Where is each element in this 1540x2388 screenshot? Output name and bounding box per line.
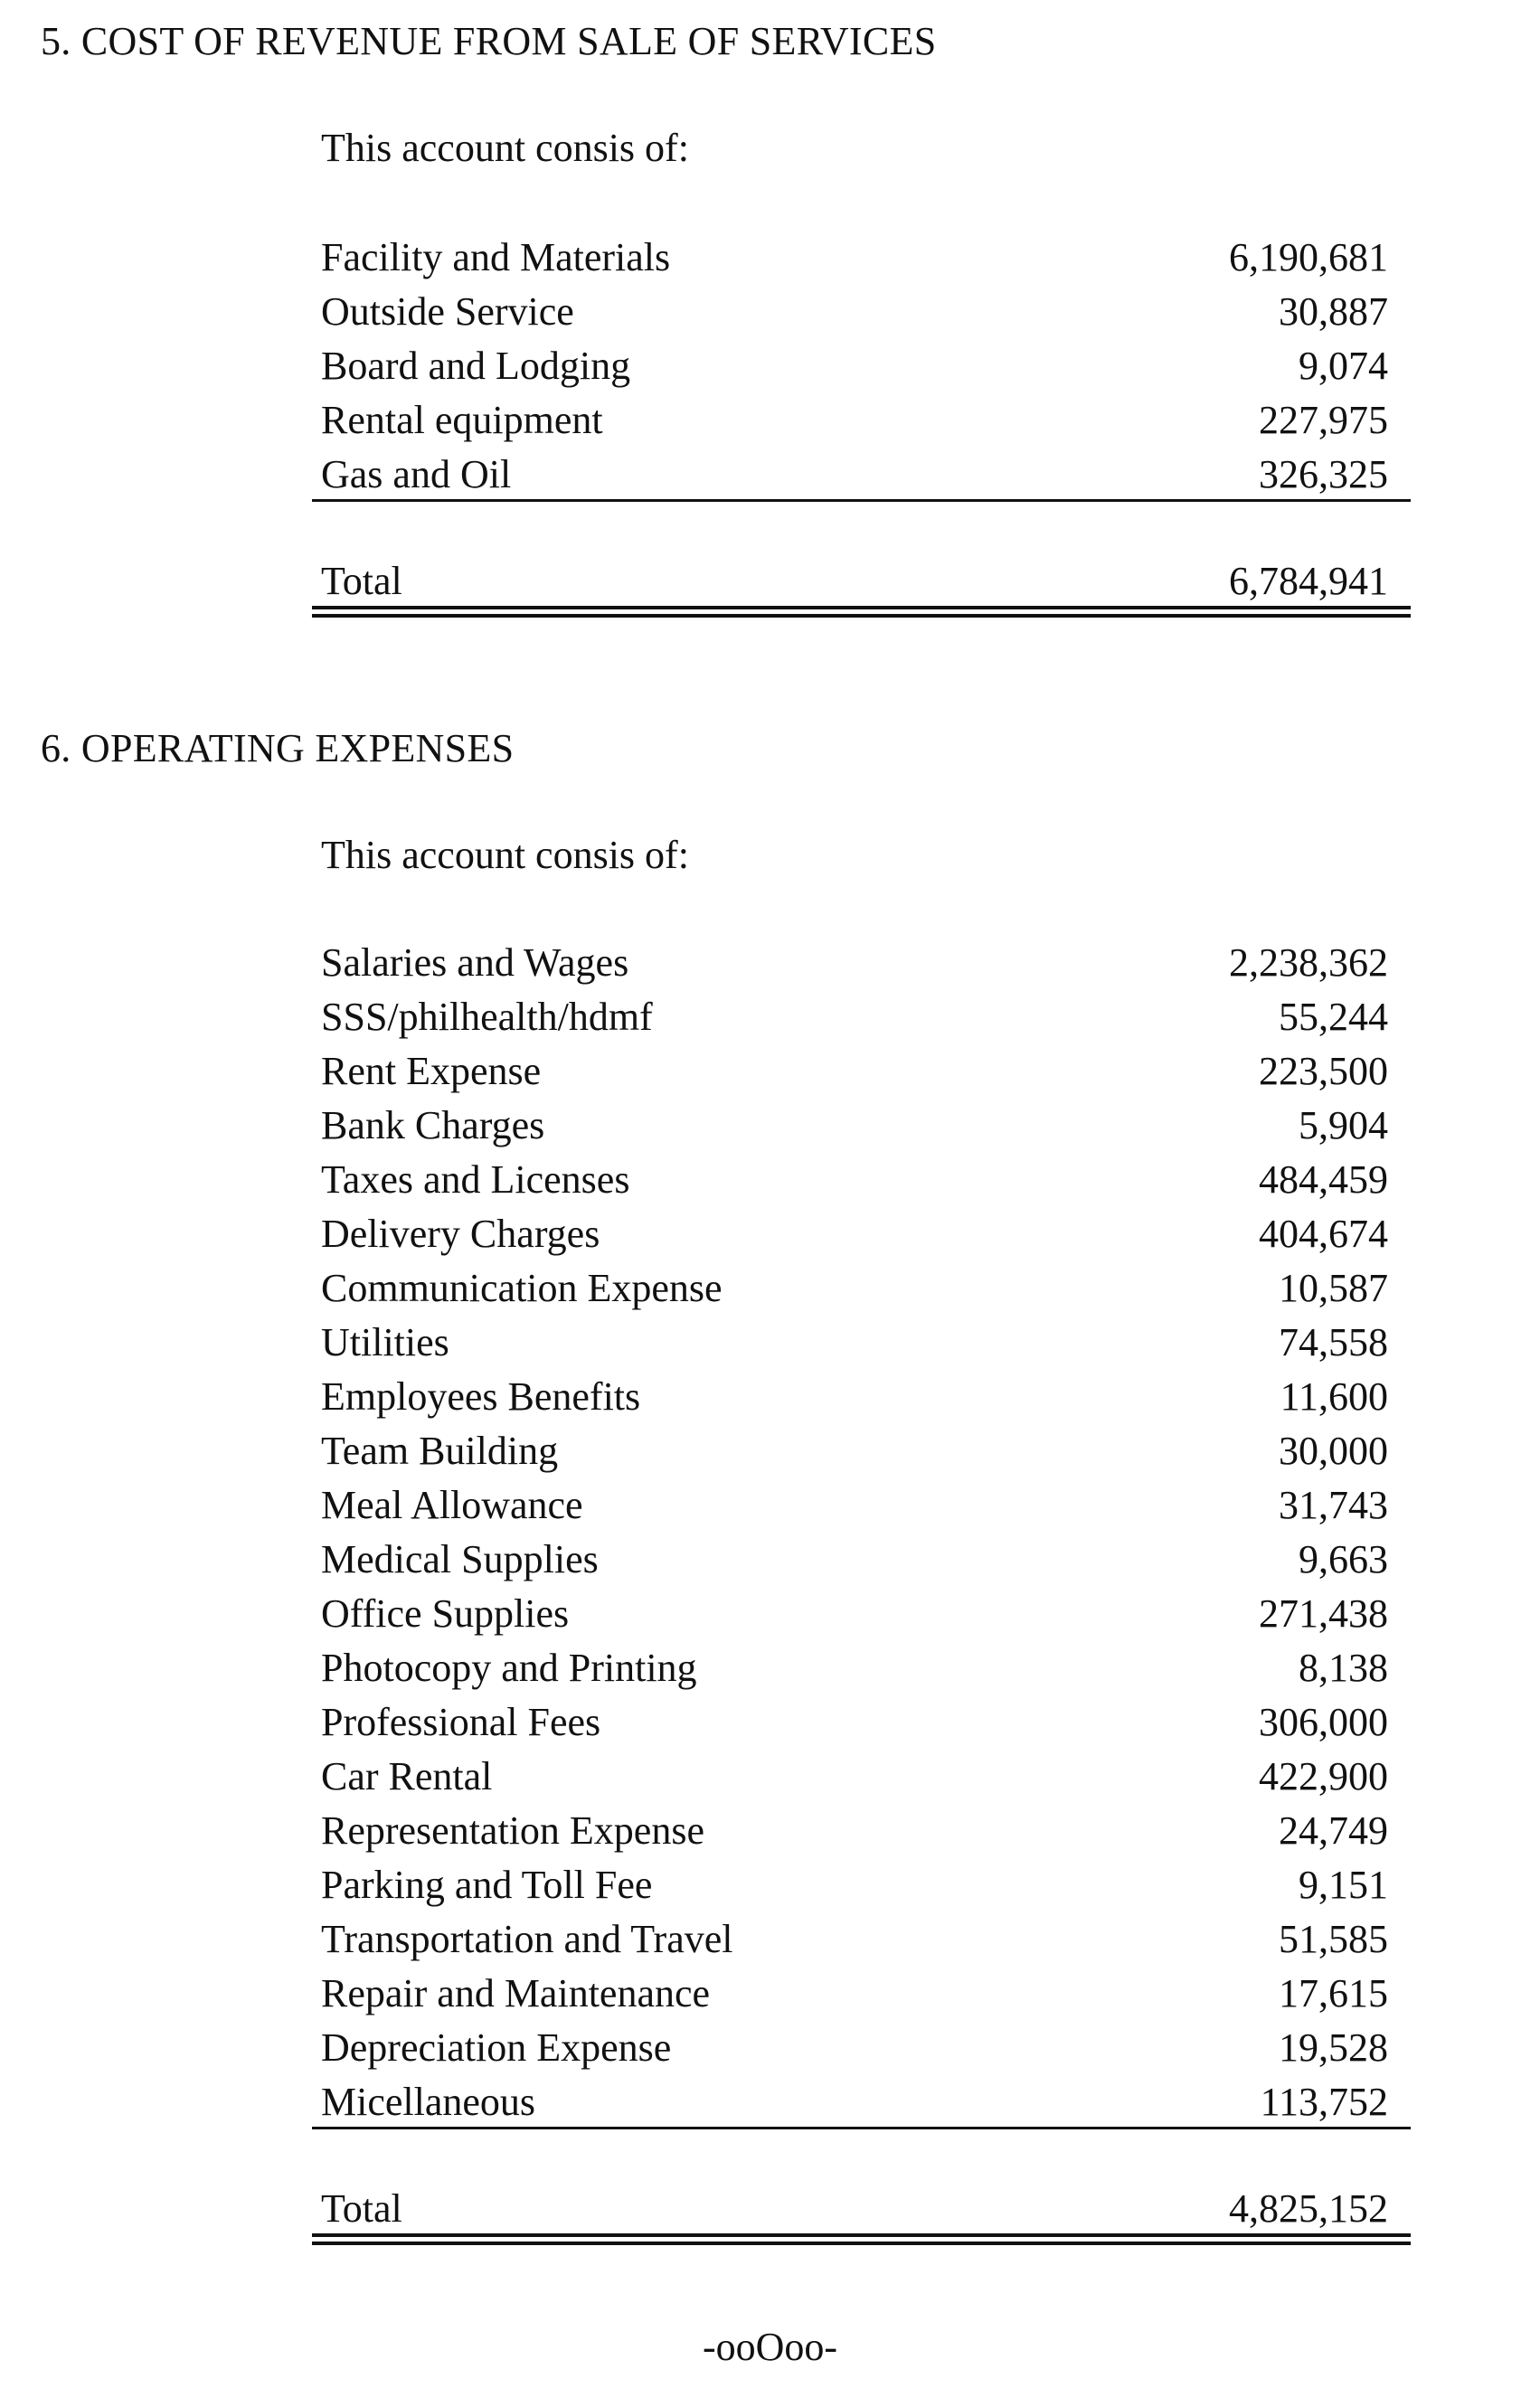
list-item [321,1911,1388,1966]
section-5-items [321,230,1388,501]
list-item [321,1423,1388,1477]
total-amount: 6,784,941 [1229,558,1388,603]
list-item [321,1694,1388,1749]
item-label: Delivery Charges [321,1211,600,1256]
item-amount: 19,528 [1279,2025,1388,2070]
item-amount: 9,663 [1299,1536,1388,1581]
item-label: Outside Service [321,288,574,334]
list-item [321,1043,1388,1098]
section-5-total [321,553,1388,608]
item-label: Taxes and Licenses [321,1156,630,1202]
item-amount: 17,615 [1279,1970,1388,2015]
item-amount: 404,674 [1259,1211,1388,1256]
list-item [321,1749,1388,1803]
item-label: Employees Benefits [321,1373,641,1419]
item-amount: 51,585 [1279,1916,1388,1961]
item-label: Utilities [321,1319,449,1364]
item-amount: 306,000 [1259,1699,1388,1744]
item-amount: 113,752 [1260,2079,1388,2124]
item-amount: 30,000 [1279,1428,1388,1473]
list-item [321,338,1388,392]
list-item [321,1152,1388,1206]
total-amount: 4,825,152 [1229,2185,1388,2231]
total-double-rule [312,2233,1411,2245]
item-label: Professional Fees [321,1699,601,1744]
item-label: Office Supplies [321,1590,570,1636]
item-label: Transportation and Travel [321,1916,733,1961]
item-label: Communication Expense [321,1265,723,1310]
list-item [321,284,1388,338]
item-label: Photocopy and Printing [321,1645,697,1690]
list-item [321,2020,1388,2074]
item-label: Team Building [321,1428,559,1473]
list-item [321,1260,1388,1315]
item-amount: 24,749 [1279,1808,1388,1853]
item-label: Parking and Toll Fee [321,1862,653,1907]
list-item [321,392,1388,447]
item-amount: 2,238,362 [1229,939,1388,985]
item-amount: 30,887 [1279,288,1388,334]
list-item [321,1477,1388,1532]
item-label: Gas and Oil [321,451,512,496]
item-label: Board and Lodging [321,343,631,388]
item-label: Rental equipment [321,397,603,442]
list-item [321,230,1388,284]
item-amount: 9,151 [1299,1862,1388,1907]
total-label: Total [321,2185,402,2231]
section-6-items [321,935,1388,2128]
subtotal-rule [312,2127,1411,2129]
item-label: Facility and Materials [321,234,671,279]
item-label: Meal Allowance [321,1482,583,1527]
list-item [321,1586,1388,1640]
section-6-total [321,2181,1388,2235]
item-amount: 31,743 [1279,1482,1388,1527]
item-amount: 223,500 [1259,1048,1388,1093]
item-amount: 9,074 [1299,343,1388,388]
list-item [321,1532,1388,1586]
item-label: Salaries and Wages [321,939,629,985]
subtotal-rule [312,499,1411,502]
item-label: Repair and Maintenance [321,1970,711,2015]
item-label: Rent Expense [321,1048,542,1093]
item-label: Bank Charges [321,1102,545,1147]
list-item [321,1206,1388,1260]
list-item [321,1640,1388,1694]
section-5-heading: 5. COST OF REVENUE FROM SALE OF SERVICES [41,19,937,63]
end-of-document-mark: -ooOoo- [702,2325,838,2369]
item-label: Medical Supplies [321,1536,599,1581]
item-amount: 8,138 [1299,1645,1388,1690]
item-label: Representation Expense [321,1808,704,1853]
total-label: Total [321,558,402,603]
list-item [321,1369,1388,1423]
item-amount: 6,190,681 [1229,234,1388,279]
total-double-rule [312,606,1411,618]
list-item [321,1857,1388,1911]
item-amount: 271,438 [1259,1590,1388,1636]
item-label: Car Rental [321,1753,493,1798]
item-label: Micellaneous [321,2079,536,2124]
list-item [321,1315,1388,1369]
item-amount: 55,244 [1279,994,1388,1039]
section-5-intro: This account consis of: [321,126,689,170]
item-amount: 422,900 [1259,1753,1388,1798]
item-amount: 484,459 [1259,1156,1388,1202]
item-label: Depreciation Expense [321,2025,672,2070]
item-amount: 5,904 [1299,1102,1388,1147]
item-amount: 227,975 [1259,397,1388,442]
section-6-intro: This account consis of: [321,833,689,877]
item-amount: 11,600 [1280,1373,1388,1419]
item-amount: 10,587 [1279,1265,1388,1310]
item-amount: 326,325 [1259,451,1388,496]
list-item [321,1803,1388,1857]
section-6-heading: 6. OPERATING EXPENSES [41,726,515,770]
list-item [321,935,1388,989]
list-item [321,2074,1388,2128]
list-item [321,447,1388,501]
list-item [321,1966,1388,2020]
list-item [321,1098,1388,1152]
item-amount: 74,558 [1279,1319,1388,1364]
item-label: SSS/philhealth/hdmf [321,994,653,1039]
list-item [321,989,1388,1043]
